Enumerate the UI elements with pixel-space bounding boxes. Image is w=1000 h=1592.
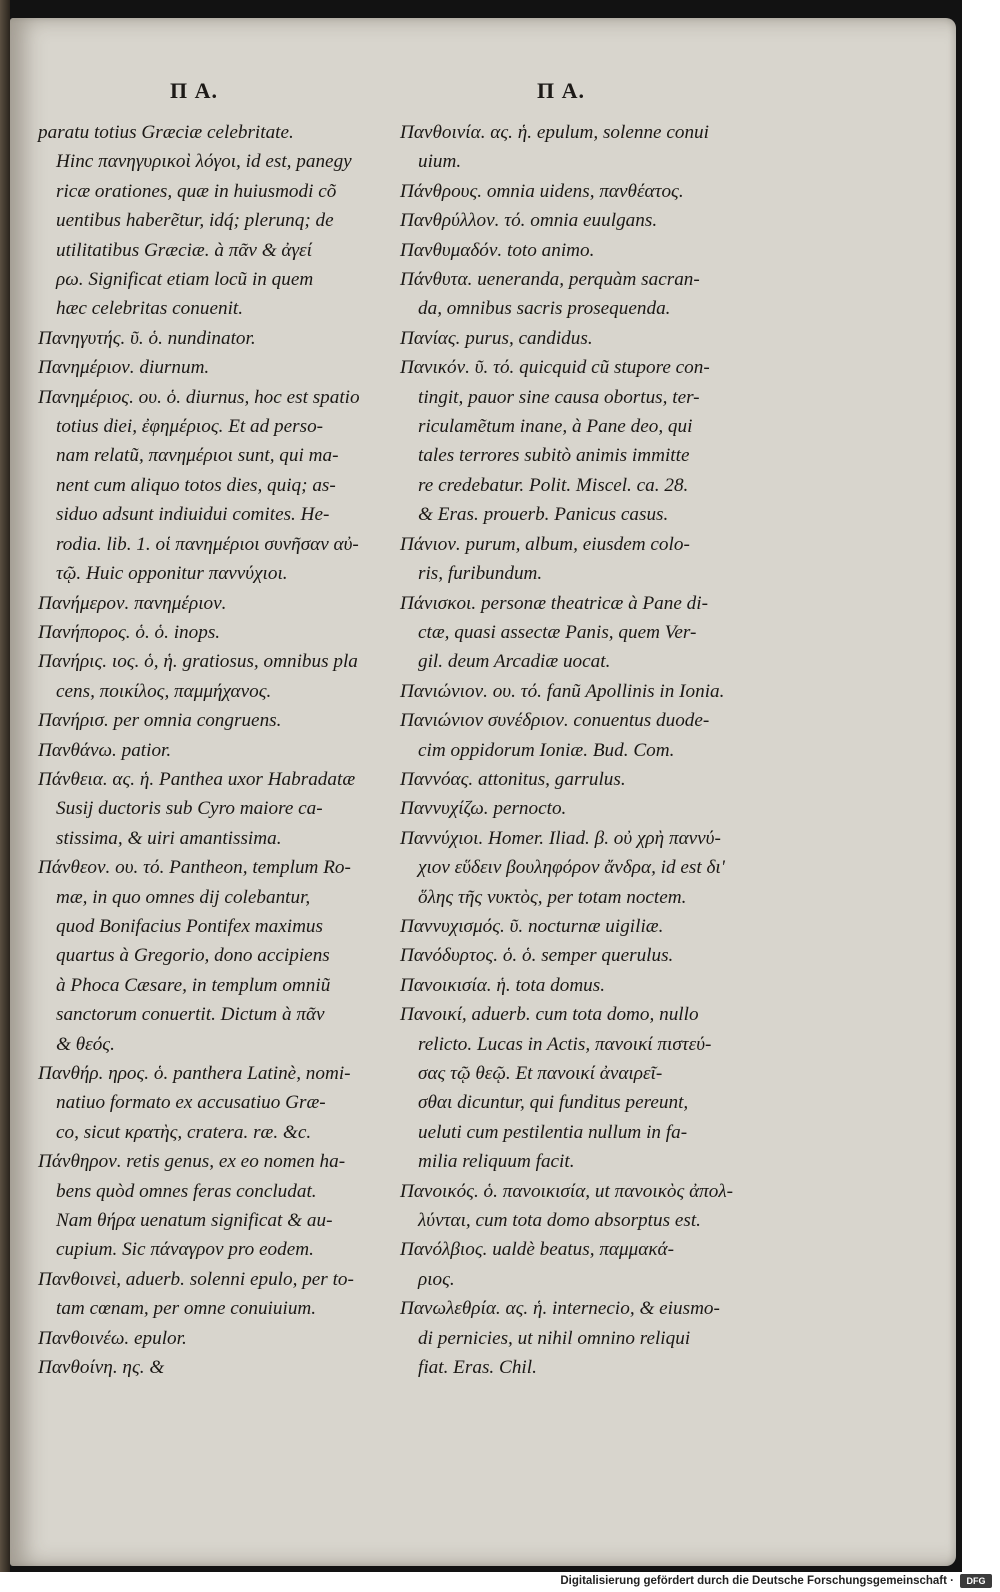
- text-line: nent cum aliquo totos dies, quiq; as-: [56, 474, 336, 496]
- text-line: cim oppidorum Ioniæ. Bud. Com.: [418, 739, 675, 761]
- text-line: à Phoca Cæsare, in templum omniũ: [56, 974, 331, 996]
- text-line: Πανίας. purus, candidus.: [400, 327, 593, 349]
- text-line: Παννυχίζω. pernocto.: [400, 798, 567, 820]
- text-line: co, sicut κρατὴς, cratera. ræ. &c.: [56, 1121, 312, 1143]
- digitization-credit: Digitalisierung gefördert durch die Deutsche Forschungsgemeinschaft ·: [560, 1575, 954, 1587]
- text-line: tam cœnam, per omne conuiuium.: [56, 1298, 317, 1320]
- text-line: Πανθοινία. ας. ἡ. epulum, solenne conui: [400, 122, 709, 143]
- text-line: & Eras. prouerb. Panicus casus.: [418, 504, 669, 526]
- text-line: rodia. lib. 1. οἱ πανημέριοι συνῆσαν αὐ-: [56, 533, 359, 555]
- text-line: cens, ποικίλος, παμμήχανος.: [56, 680, 272, 702]
- text-line: gil. deum Arcadiæ uocat.: [418, 651, 611, 673]
- text-line: mæ, in quo omnes dij colebantur,: [56, 886, 311, 908]
- text-line: Πάνιον. purum, album, eiusdem colo-: [400, 533, 690, 555]
- text-line: Πανήπορος. ὁ. ὁ. inops.: [38, 621, 221, 643]
- headline-left: Π A.: [170, 78, 218, 103]
- text-line: Πάνθεια. ας. ἡ. Panthea uxor Habradatæ: [38, 768, 356, 790]
- text-line: Παννύχιοι. Homer. Iliad. β. οὐ χρὴ παννύ-: [400, 827, 721, 849]
- text-line: da, omnibus sacris prosequenda.: [418, 298, 671, 320]
- text-line: cupium. Sic πάναγρον pro eodem.: [56, 1239, 314, 1261]
- text-line: σας τῷ θεῷ. Et πανοικί ἀναιρεῖ-: [418, 1063, 663, 1084]
- text-line: Πανθάνω. patior.: [38, 739, 172, 761]
- text-line: re credebatur. Polit. Miscel. ca. 28.: [418, 474, 689, 496]
- text-line: siduo adsunt indiuidui comites. He-: [56, 504, 330, 526]
- text-line: Πάνθυτα. ueneranda, perquàm sacran-: [400, 269, 700, 291]
- text-line: χιον εὕδειν βουληφόρον ἄνδρα, id est δι': [418, 857, 725, 879]
- text-line: di pernicies, ut nihil omnino reliqui: [418, 1327, 691, 1349]
- text-line: Πανημέριον. diurnum.: [38, 357, 210, 379]
- text-line: Πανοικός. ὁ. πανοικισία, ut πανοικὸς ἀπολ-: [400, 1180, 734, 1202]
- text-line: totius diei, ἐφημέριος. Et ad perso-: [56, 416, 324, 438]
- text-line: fiat. Eras. Chil.: [418, 1357, 537, 1379]
- text-line: & θεός.: [56, 1033, 115, 1055]
- text-line: Susij ductoris sub Cyro maiore ca-: [56, 798, 323, 820]
- text-line: Παννόας. attonitus, garrulus.: [400, 768, 626, 790]
- text-line: paratu totius Græciæ celebritate.: [38, 122, 294, 143]
- text-line: Πανοικί, aduerb. cum tota domo, nullo: [400, 1004, 699, 1026]
- text-line: Πανθοινέω. epulor.: [38, 1327, 187, 1349]
- text-line: Πανήρισ. per omnia congruens.: [38, 710, 282, 732]
- text-line: sanctorum conuertit. Dictum à πᾶν: [56, 1004, 325, 1026]
- text-line: tales terrores subitò animis immitte: [418, 445, 690, 467]
- text-line: Πανθρύλλον. τό. omnia euulgans.: [400, 210, 658, 232]
- text-line: ris, furibundum.: [418, 563, 543, 585]
- text-line: Hinc πανηγυρικοὶ λόγοι, id est, panegy: [56, 151, 352, 173]
- text-line: Πανωλεθρία. ας. ἡ. internecio, & eiusmo-: [400, 1298, 720, 1320]
- text-line: hæc celebritas conuenit.: [56, 298, 244, 320]
- text-line: ὅλης τῆς νυκτὸς, per totam noctem.: [418, 886, 687, 908]
- text-line: Πανήρις. ιος. ὁ, ἡ. gratiosus, omnibus pla: [38, 651, 358, 673]
- text-line: Πάνθηρον. retis genus, ex eo nomen ha-: [38, 1151, 346, 1173]
- text-line: Πανηγυτής. ῦ. ὁ. nundinator.: [38, 327, 256, 349]
- right-column: [400, 118, 733, 1382]
- text-line: Πανθήρ. ηρος. ὁ. panthera Latinè, nomi-: [38, 1063, 351, 1084]
- text-line: Πανικόν. ῦ. τό. quicquid cũ stupore con-: [400, 357, 710, 379]
- text-line: Πανήμερον. πανημέριον.: [38, 592, 227, 614]
- text-line: ueluti cum pestilentia nullum in fa-: [418, 1121, 688, 1143]
- text-line: Παννυχισμός. ῦ. nocturnæ uigiliæ.: [400, 915, 664, 937]
- text-line: uium.: [418, 151, 462, 173]
- text-line: λύνται, cum tota domo absorptus est.: [418, 1210, 701, 1232]
- text-line: Πανθοινεὶ, aduerb. solenni epulo, per to-: [38, 1268, 354, 1290]
- text-line: natiuo formato ex accusatiuo Græ-: [56, 1092, 326, 1114]
- text-line: utilitatibus Græciæ. à πᾶν & ἀγεί: [56, 239, 312, 261]
- text-line: Πάνισκοι. personæ theatricæ à Pane di-: [400, 592, 708, 614]
- dfg-logo: DFG: [960, 1574, 992, 1588]
- headline-right: Π A.: [537, 78, 585, 103]
- text-line: σθαι dicuntur, qui funditus pereunt,: [418, 1092, 689, 1114]
- text-line: uentibus haberẽtur, idq́; plerunq; de: [56, 210, 334, 232]
- text-line: Πανιώνιον. ου. τό. fanũ Apollinis in Ionia.: [400, 680, 725, 702]
- text-line: ριος.: [418, 1268, 455, 1290]
- book-page: [10, 18, 956, 1566]
- text-line: Nam θήρα uenatum significat & au-: [56, 1210, 333, 1232]
- text-line: Πανιώνιον συνέδριον. conuentus duode-: [400, 710, 710, 732]
- text-line: stissima, & uiri amantissima.: [56, 827, 282, 849]
- left-column: [38, 118, 360, 1382]
- text-line: Πάνθρους. omnia uidens, πανθέατος.: [400, 180, 684, 202]
- text-line: Πανόλβιος. ualdè beatus, παμμακά-: [400, 1239, 675, 1261]
- text-line: nam relatũ, πανημέριοι sunt, qui ma-: [56, 445, 339, 467]
- text-line: tingit, pauor sine causa obortus, ter-: [418, 386, 700, 408]
- book-spine: [0, 0, 10, 1572]
- text-line: Πάνθεον. ου. τό. Pantheon, templum Ro-: [38, 857, 351, 879]
- text-line: Πανθυμαδόν. toto animo.: [400, 239, 595, 261]
- text-line: Πανόδυρτος. ὁ. ὁ. semper querulus.: [400, 945, 674, 967]
- text-line: bens quòd omnes feras concludat.: [56, 1180, 317, 1202]
- text-line: milia reliquum facit.: [418, 1151, 575, 1173]
- text-line: Πανημέριος. ου. ὁ. diurnus, hoc est spatio: [38, 386, 360, 408]
- text-line: ρω. Significat etiam locũ in quem: [56, 269, 314, 291]
- text-line: quod Bonifacius Pontifex maximus: [56, 915, 323, 937]
- text-line: relicto. Lucas in Actis, πανοικί πιστεύ-: [418, 1033, 712, 1055]
- text-line: riculamẽtum inane, à Pane deo, qui: [418, 416, 693, 438]
- text-line: quartus à Gregorio, dono accipiens: [56, 945, 330, 967]
- text-line: ctæ, quasi assectæ Panis, quem Ver-: [418, 621, 697, 643]
- text-line: Πανοικισία. ἡ. tota domus.: [400, 974, 606, 996]
- text-line: Πανθοίνη. ης. &: [38, 1357, 165, 1379]
- text-line: ricæ orationes, quæ in huiusmodi cõ: [56, 180, 337, 202]
- text-line: τῷ. Huic opponitur παννύχιοι.: [56, 563, 288, 585]
